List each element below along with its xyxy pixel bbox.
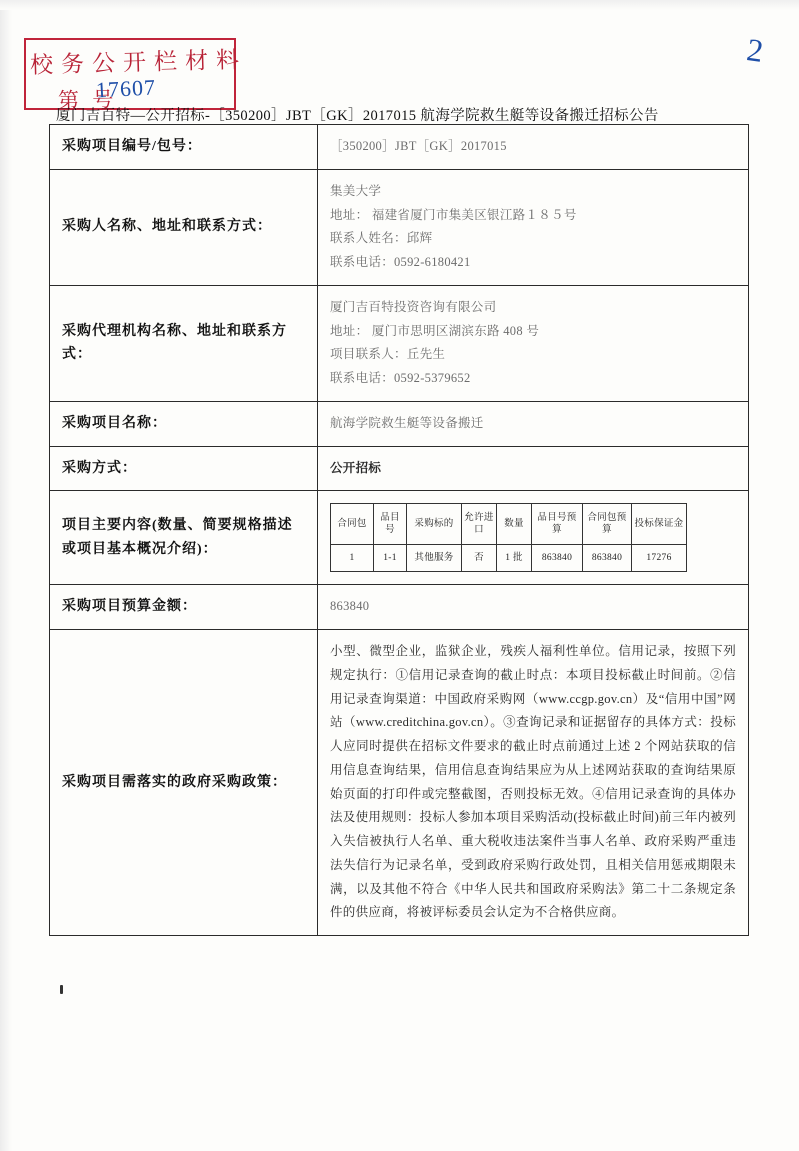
content-table-body xyxy=(331,545,687,572)
scan-edge-left xyxy=(0,0,12,1151)
table-row xyxy=(50,630,749,936)
header-procurement-target: 采购标的 xyxy=(407,504,462,545)
cell-package-budget: 863840 xyxy=(583,545,632,572)
cell-procurement-target: 其他服务 xyxy=(407,545,462,572)
row-label-project-number: 采购项目编号/包号： xyxy=(50,125,318,170)
cell-import-allowed: 否 xyxy=(462,545,497,572)
header-import-allowed: 允许进口 xyxy=(462,504,497,545)
procurement-info-table xyxy=(49,124,749,936)
row-value-procurement-method: 公开招标 xyxy=(318,446,749,491)
cell-bid-deposit: 17276 xyxy=(632,545,687,572)
table-row xyxy=(50,446,749,491)
content-detail-table xyxy=(330,503,687,572)
agency-address: 地址： 厦门市思明区湖滨东路 408 号 xyxy=(330,323,540,338)
purchaser-address: 地址： 福建省厦门市集美区银江路１８５号 xyxy=(330,207,577,222)
row-value-project-number: ［350200］JBT［GK］2017015 xyxy=(318,125,749,170)
page-corner-mark: 2 xyxy=(744,31,766,69)
header-item-number: 品目号 xyxy=(374,504,407,545)
row-value-purchaser xyxy=(318,169,749,285)
row-label-agency: 采购代理机构名称、地址和联系方式： xyxy=(50,285,318,401)
content-table-header-row xyxy=(331,504,687,545)
row-label-main-content: 项目主要内容(数量、简要规格描述或项目基本概况介绍)： xyxy=(50,491,318,585)
stamp-number-value: 17607 xyxy=(95,74,157,103)
content-table-row xyxy=(331,545,687,572)
row-label-procurement-method: 采购方式： xyxy=(50,446,318,491)
table-row xyxy=(50,125,749,170)
agency-phone: 联系电话：0592-5379652 xyxy=(330,371,471,386)
header-package-budget: 合同包预算 xyxy=(583,504,632,545)
scan-edge-top xyxy=(0,0,799,10)
header-item-budget: 品目号预算 xyxy=(532,504,583,545)
agency-contact-name: 项目联系人：丘先生 xyxy=(330,347,446,362)
cell-quantity: 1 批 xyxy=(497,545,532,572)
document-title: 厦门吉百特—公开招标-［350200］JBT［GK］2017015 航海学院救生艇等设备搬迁招标公告 xyxy=(56,108,659,124)
row-value-main-content xyxy=(318,491,749,585)
table-row xyxy=(50,169,749,285)
table-row xyxy=(50,585,749,630)
stamp-number-label: 第 号 xyxy=(57,87,118,113)
row-value-policy: 小型、微型企业，监狱企业，残疾人福利性单位。信用记录，按照下列规定执行：①信用记录查询的截止时点：本项目投标截止时间前。②信用记录查询渠道：中国政府采购网（www.ccgp.gov.cn）及“信用中国”网站（www.creditchina.gov.cn）。③查询记录和证据留存的具体方式：投标人应同时提供在招标文件要求的截止时点前通过上述 2 个网站获取的信用信息查询结果，信用信息查询结果应为从上述网站获取的查询结果原始页面的打印件或完整截图，否则投标无效。④信用记录查询的具体办法及使用规则：投标人参加本项目采购活动(投标截止时间)前三年内被列入失信被执行人名单、重大税收违法案件当事人名单、政府采购严重违法失信行为记录名单，受到政府采购行政处罚，且相关信用惩戒期限未满，以及其他不符合《中华人民共和国政府采购法》第二十二条规定条件的供应商，将被评标委员会认定为不合格供应商。 xyxy=(318,630,749,936)
table-row xyxy=(50,491,749,585)
header-contract-package: 合同包 xyxy=(331,504,374,545)
table-row xyxy=(50,285,749,401)
row-value-budget: 863840 xyxy=(318,585,749,630)
row-label-project-name: 采购项目名称： xyxy=(50,401,318,446)
header-bid-deposit: 投标保证金 xyxy=(632,504,687,545)
stamp-title-text: 校务公开栏材料 xyxy=(29,47,248,78)
cell-item-number: 1-1 xyxy=(374,545,407,572)
agency-name: 厦门吉百特投资咨询有限公司 xyxy=(330,299,497,314)
row-label-purchaser: 采购人名称、地址和联系方式： xyxy=(50,169,318,285)
header-quantity: 数量 xyxy=(497,504,532,545)
purchaser-contact-name: 联系人姓名：邱辉 xyxy=(330,231,433,246)
row-value-project-name: 航海学院救生艇等设备搬迁 xyxy=(318,401,749,446)
cell-contract-package: 1 xyxy=(331,545,374,572)
content-table-head xyxy=(331,504,687,545)
page-bottom-mark xyxy=(60,985,63,994)
row-label-policy: 采购项目需落实的政府采购政策： xyxy=(50,630,318,936)
cell-item-budget: 863840 xyxy=(532,545,583,572)
purchaser-name: 集美大学 xyxy=(330,183,382,198)
purchaser-phone: 联系电话：0592-6180421 xyxy=(330,255,471,270)
table-row xyxy=(50,401,749,446)
row-label-budget: 采购项目预算金额： xyxy=(50,585,318,630)
row-value-agency xyxy=(318,285,749,401)
